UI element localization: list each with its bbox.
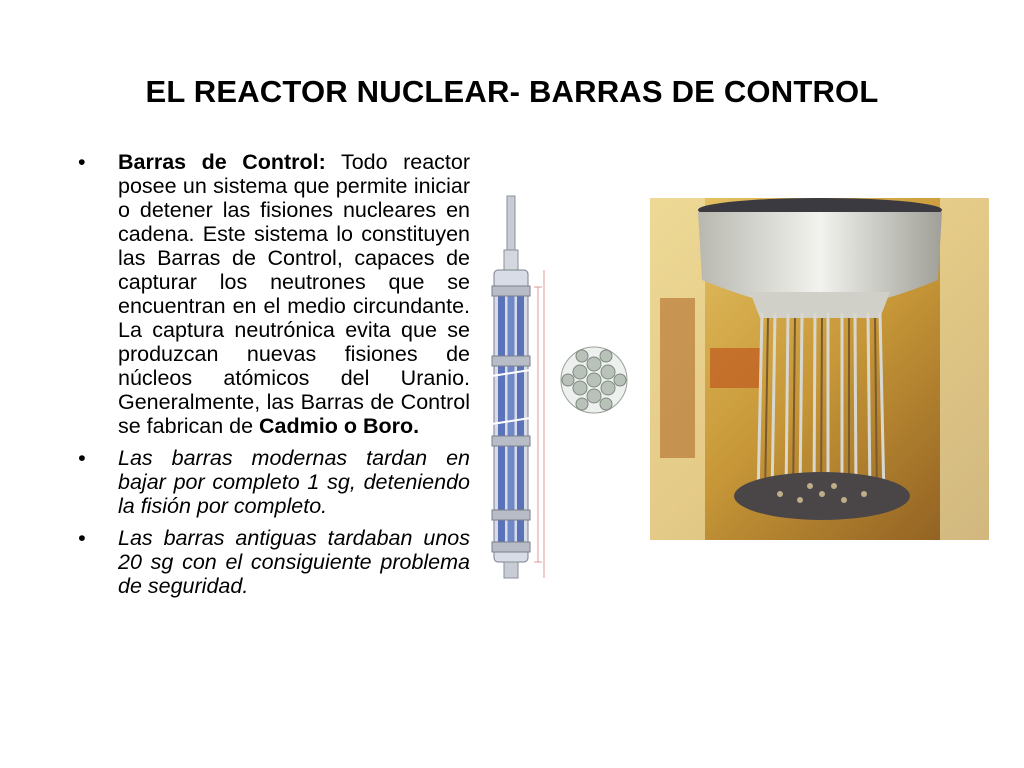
bullet-control-rods	[78, 150, 470, 438]
control-rod-assembly-diagram	[482, 192, 642, 588]
bullet-text: Las barras antiguas tardaban unos 20 sg con el consiguiente problema de seguridad.	[118, 526, 470, 598]
bullet-text: Las barras modernas tardan en bajar por completo 1 sg, deteniendo la fisión por completo.	[118, 446, 470, 518]
bullet-list	[78, 150, 470, 606]
rod-bottom-nozzle	[504, 562, 518, 578]
bullet-text: Todo reactor posee un sistema que permite iniciar o detener las fisiones nucleares en cadena. Este sistema lo constituyen las Barras de Control, capaces de capturar los neutrones que se encuentran en el medio circundante. La captura neutrónica evita que se produzcan nuevas fisiones de núcleos atómicos del Uranio. Generalmente, las Barras de Control se fabrican de	[118, 150, 470, 438]
wall-panel	[710, 348, 760, 388]
bullet-lead: Barras de Control:	[118, 150, 326, 174]
wall-panel	[660, 298, 695, 458]
bullet-mark: •	[78, 526, 86, 550]
reactor-head-photo	[650, 198, 989, 540]
bullet-emphasis: Cadmio o Boro.	[259, 414, 420, 438]
bullet-old-rods	[78, 526, 470, 598]
cross-section-icon	[561, 347, 627, 413]
bullet-mark: •	[78, 446, 86, 470]
rod-coupling	[504, 250, 518, 270]
bullet-mark: •	[78, 150, 86, 174]
dimension-lines	[534, 270, 544, 578]
bullet-modern-rods	[78, 446, 470, 518]
rod-absorber-tubes	[498, 292, 524, 542]
slide-title: EL REACTOR NUCLEAR- BARRAS DE CONTROL	[145, 74, 879, 109]
rod-shaft	[507, 196, 515, 251]
